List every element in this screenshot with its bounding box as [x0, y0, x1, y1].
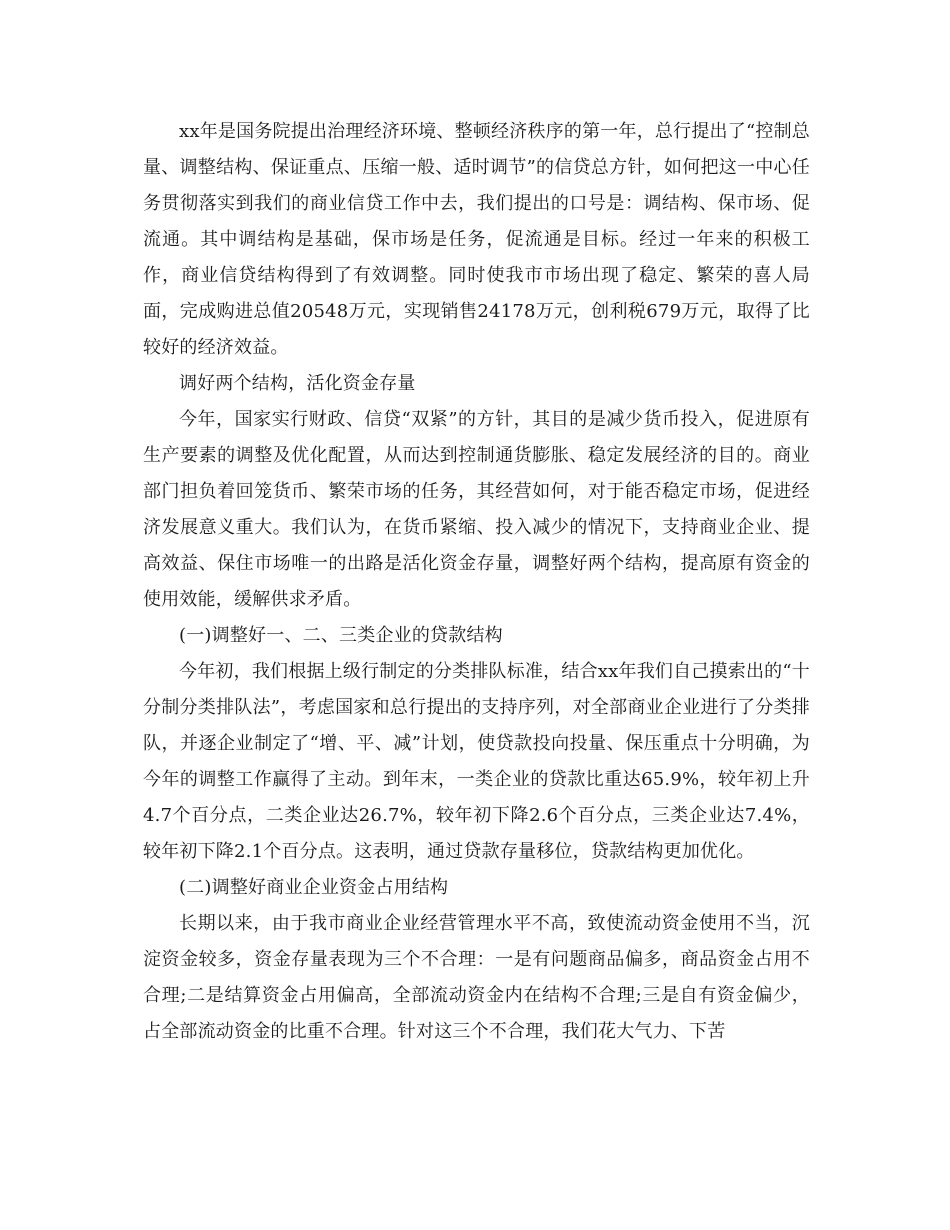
subheading-fund-occupation: (二)调整好商业企业资金占用结构 [179, 877, 449, 898]
section-heading-two-structures: 调好两个结构，活化资金存量 [179, 373, 416, 394]
paragraph-double-tightening: 今年，国家实行财政、信贷“双紧”的方针，其目的是减少货币投入，促进原有生产要素的调整及优化配置，从而达到控制通货膨胀、稳定发展经济的目的。商业部门担负着回笼货币、繁荣市场的任务，其经营如何，对于能否稳定市场，促进经济发展意义重大。我们认为，在货币紧缩、投入减少的情况下，支持商业企业、提高效益、保住市场唯一的出路是活化资金存量，调整好两个结构，提高原有资金的使用效能，缓解供求矛盾。 [143, 409, 810, 610]
paragraph-fund-problems: 长期以来，由于我市商业企业经营管理水平不高，致使流动资金使用不当，沉淀资金较多，资金存量表现为三个不合理：一是有问题商品偏多，商品资金占用不合理;二是结算资金占用偏高，全部流动资金内在结构不合理;三是自有资金偏少，占全部流动资金的比重不合理。针对这三个不合理，我们花大气力、下苦 [143, 913, 810, 1042]
paragraph-intro: xx年是国务院提出治理经济环境、整顿经济秩序的第一年，总行提出了“控制总量、调整结构、保证重点、压缩一般、适时调节”的信贷总方针，如何把这一中心任务贯彻落实到我们的商业信贷工作中去，我们提出的口号是：调结构、保市场、促流通。其中调结构是基础，保市场是任务，促流通是目标。经过一年来的积极工作，商业信贷结构得到了有效调整。同时使我市市场出现了稳定、繁荣的喜人局面，完成购进总值20548万元，实现销售24178万元，创利税679万元，取得了比较好的经济效益。 [143, 121, 810, 358]
document-body [143, 114, 810, 1050]
subheading-loan-structure: (一)调整好一、二、三类企业的贷款结构 [179, 625, 503, 646]
paragraph-loan-classification: 今年初，我们根据上级行制定的分类排队标准，结合xx年我们自己摸索出的“十分制分类排队法”，考虑国家和总行提出的支持序列，对全部商业企业进行了分类排队，并逐企业制定了“增、平、减”计划，使贷款投向投量、保压重点十分明确，为今年的调整工作赢得了主动。到年末，一类企业的贷款比重达65.9%，较年初上升4.7个百分点，二类企业达26.7%，较年初下降2.6个百分点，三类企业达7.4%，较年初下降2.1个百分点。这表明，通过贷款存量移位，贷款结构更加优化。 [143, 661, 810, 862]
